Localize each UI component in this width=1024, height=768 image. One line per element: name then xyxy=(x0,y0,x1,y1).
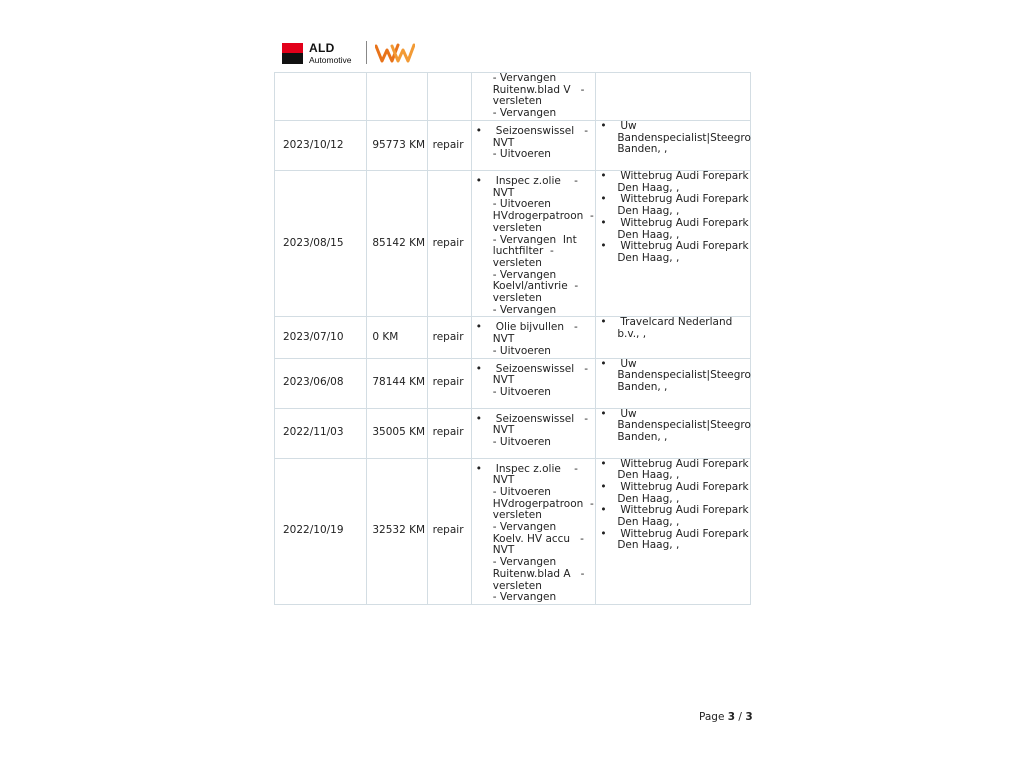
work-detail-line: - Uitvoeren xyxy=(492,435,551,448)
work-detail-line: - Vervangen xyxy=(492,303,557,316)
work-detail-line: NVT xyxy=(492,333,515,346)
work-detail-line: versleten xyxy=(492,509,542,522)
date-value: 2023/10/12 xyxy=(283,138,344,151)
work-detail-line: versleten xyxy=(492,579,542,592)
table-row xyxy=(275,121,751,171)
table-row xyxy=(275,73,751,121)
work-detail-line: - Vervangen xyxy=(492,521,557,534)
work-description-cell xyxy=(471,358,596,408)
bullet-icon: • xyxy=(600,193,607,206)
page-label: Page xyxy=(699,711,725,723)
date-cell xyxy=(275,458,367,604)
supplier-name: Uw Bandenspecialist|Steegro Banden, , xyxy=(617,357,751,393)
work-detail-line: HVdrogerpatroon - xyxy=(492,210,594,223)
work-detail-line: - Vervangen xyxy=(492,107,557,120)
ald-logo-mark xyxy=(282,43,303,64)
date-cell xyxy=(275,408,367,458)
work-item-title: Seizoenswissel - xyxy=(495,362,588,375)
page-separator: / xyxy=(738,711,742,723)
work-item-title: Inspec z.olie - xyxy=(495,462,578,475)
page-current: 3 xyxy=(727,711,736,723)
mileage-cell xyxy=(367,73,427,121)
work-detail-line: - Vervangen xyxy=(492,72,557,84)
supplier-name: Wittebrug Audi Forepark Den Haag, , xyxy=(617,240,749,264)
work-description-cell xyxy=(471,121,596,171)
bullet-icon: • xyxy=(600,170,607,182)
date-value: 2022/10/19 xyxy=(283,524,344,537)
type-cell xyxy=(427,317,471,358)
work-detail-line: luchtfilter - xyxy=(492,245,554,258)
supplier-cell xyxy=(596,358,751,408)
bullet-icon: • xyxy=(475,321,482,334)
work-description-cell xyxy=(471,171,596,317)
ald-brand-subtitle: Automotive xyxy=(309,54,352,65)
mileage-cell xyxy=(367,358,427,408)
table-row xyxy=(275,317,751,358)
bullet-icon: • xyxy=(600,407,607,420)
mileage-value: 95773 KM xyxy=(372,138,426,151)
work-item xyxy=(476,364,592,376)
work-detail-line: Ruitenw.blad V - xyxy=(492,83,585,96)
table-row xyxy=(275,458,751,604)
work-detail-line: - Vervangen xyxy=(492,591,557,604)
work-detail-line: versleten xyxy=(492,292,542,305)
supplier-cell xyxy=(596,458,751,604)
date-value: 2022/11/03 xyxy=(283,426,344,439)
bullet-icon: • xyxy=(600,216,607,229)
supplier-item xyxy=(600,317,748,340)
type-cell xyxy=(427,73,471,121)
type-cell xyxy=(427,121,471,171)
work-detail-line: NVT xyxy=(492,544,515,557)
date-value: 2023/06/08 xyxy=(283,376,344,389)
supplier-item xyxy=(600,459,748,482)
page-total: 3 xyxy=(745,711,753,723)
supplier-item xyxy=(600,529,748,552)
work-detail-line: - Vervangen xyxy=(492,268,557,281)
work-detail-line: - Uitvoeren xyxy=(492,148,551,161)
work-item-title: Seizoenswissel - xyxy=(495,412,588,425)
supplier-item xyxy=(600,482,748,505)
date-value: 2023/08/15 xyxy=(283,236,344,249)
bullet-icon: • xyxy=(475,412,482,425)
type-value: repair xyxy=(432,426,464,439)
bullet-icon: • xyxy=(600,457,607,470)
bullet-icon: • xyxy=(475,175,482,187)
bullet-icon: • xyxy=(600,480,607,493)
work-detail-line: - Uitvoeren xyxy=(492,198,551,211)
work-detail-line: Koelv. HV accu - xyxy=(492,532,584,545)
maintenance-history-table xyxy=(274,72,751,605)
work-item xyxy=(476,464,592,476)
work-description-cell xyxy=(471,408,596,458)
type-value: repair xyxy=(432,236,464,249)
work-detail-line: NVT xyxy=(492,374,515,387)
supplier-name: Wittebrug Audi Forepark Den Haag, , xyxy=(617,457,749,482)
mileage-value: 35005 KM xyxy=(372,426,426,439)
supplier-name: Wittebrug Audi Forepark Den Haag, , xyxy=(617,480,749,505)
supplier-item xyxy=(600,505,748,528)
date-cell xyxy=(275,121,367,171)
work-detail-line: NVT xyxy=(492,474,515,487)
supplier-name: Wittebrug Audi Forepark Den Haag, , xyxy=(617,504,749,529)
supplier-item xyxy=(600,120,751,156)
supplier-item xyxy=(600,171,748,194)
work-item xyxy=(476,414,592,426)
work-detail-line: - Uitvoeren xyxy=(492,344,551,357)
mileage-value: 85142 KM xyxy=(372,236,426,249)
work-item-title: Seizoenswissel - xyxy=(495,125,588,137)
work-detail-line: Koelvl/antivrie - xyxy=(492,280,579,293)
supplier-name: Travelcard Nederland b.v., , xyxy=(617,316,733,341)
bullet-icon: • xyxy=(475,125,482,137)
mileage-cell xyxy=(367,121,427,171)
ald-automotive-logo xyxy=(282,42,352,64)
bullet-icon: • xyxy=(600,357,607,370)
type-value: repair xyxy=(432,524,464,537)
work-description-cell xyxy=(471,73,596,121)
work-detail-line: Ruitenw.blad A - xyxy=(492,567,585,580)
supplier-cell xyxy=(596,408,751,458)
page-number xyxy=(699,711,753,723)
supplier-item xyxy=(600,357,751,394)
bullet-icon: • xyxy=(600,316,607,329)
work-item xyxy=(476,176,592,188)
work-item-title: Inspec z.olie - xyxy=(495,175,578,187)
ald-brand-text: ALD xyxy=(309,40,335,55)
date-cell xyxy=(275,358,367,408)
mileage-value: 0 KM xyxy=(372,330,399,343)
type-value: repair xyxy=(432,376,464,389)
supplier-cell xyxy=(596,73,751,121)
bullet-icon: • xyxy=(600,504,607,517)
work-description-cell xyxy=(471,458,596,604)
bullet-icon: • xyxy=(475,362,482,375)
supplier-name: Uw Bandenspecialist|Steegro Banden, , xyxy=(617,120,751,156)
work-detail-line: NVT xyxy=(492,136,515,149)
type-value: repair xyxy=(432,138,464,151)
work-detail-line: versleten xyxy=(492,95,542,108)
supplier-cell xyxy=(596,171,751,317)
work-detail-line: NVT xyxy=(492,424,515,437)
supplier-cell xyxy=(596,317,751,358)
supplier-name: Wittebrug Audi Forepark Den Haag, , xyxy=(617,216,749,241)
work-item-title: Olie bijvullen - xyxy=(495,321,578,334)
date-cell xyxy=(275,73,367,121)
supplier-name: Wittebrug Audi Forepark Den Haag, , xyxy=(617,527,749,552)
table-row xyxy=(275,171,751,317)
supplier-name: Uw Bandenspecialist|Steegro Banden, , xyxy=(617,407,751,443)
supplier-item xyxy=(600,241,748,264)
supplier-cell xyxy=(596,121,751,171)
work-item xyxy=(476,126,592,138)
work-detail-line: versleten xyxy=(492,256,542,269)
mileage-value: 78144 KM xyxy=(372,376,426,389)
work-detail-line: NVT xyxy=(492,186,515,199)
work-detail-line: versleten xyxy=(492,221,542,234)
mileage-cell xyxy=(367,408,427,458)
work-detail-line: - Uitvoeren xyxy=(492,385,551,398)
type-value: repair xyxy=(432,330,464,343)
bullet-icon: • xyxy=(600,527,607,540)
mileage-cell xyxy=(367,458,427,604)
table-row xyxy=(275,358,751,408)
work-description-cell xyxy=(471,317,596,358)
type-cell xyxy=(427,358,471,408)
type-cell xyxy=(427,408,471,458)
type-cell xyxy=(427,171,471,317)
work-item xyxy=(476,322,592,334)
mileage-value: 32532 KM xyxy=(372,524,426,537)
supplier-name: Wittebrug Audi Forepark Den Haag, , xyxy=(617,193,749,218)
bullet-icon: • xyxy=(600,120,607,132)
date-cell xyxy=(275,317,367,358)
work-detail-line: HVdrogerpatroon - xyxy=(492,497,594,510)
mileage-cell xyxy=(367,317,427,358)
w-brand-logo xyxy=(375,41,415,64)
supplier-item xyxy=(600,407,751,444)
bullet-icon: • xyxy=(475,462,482,475)
work-detail-line: - Vervangen Int xyxy=(492,233,577,246)
logo-divider xyxy=(366,41,367,64)
date-value: 2023/07/10 xyxy=(283,330,344,343)
mileage-cell xyxy=(367,171,427,317)
supplier-item xyxy=(600,194,748,217)
work-detail-line: - Uitvoeren xyxy=(492,485,551,498)
date-cell xyxy=(275,171,367,317)
type-cell xyxy=(427,458,471,604)
bullet-icon: • xyxy=(600,240,607,253)
supplier-item xyxy=(600,218,748,241)
table-row xyxy=(275,408,751,458)
work-detail-line: - Vervangen xyxy=(492,556,557,569)
supplier-name: Wittebrug Audi Forepark Den Haag, , xyxy=(617,170,749,194)
